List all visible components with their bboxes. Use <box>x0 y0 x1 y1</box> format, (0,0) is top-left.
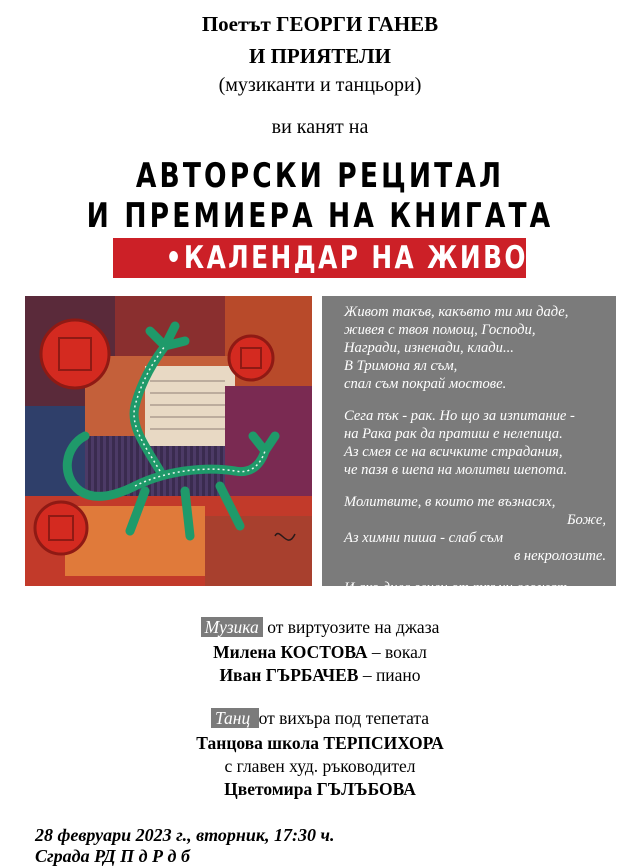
dance-tag: Танц <box>211 708 259 728</box>
poem-line: Живот такъв, какъвто ти ми даде, <box>344 304 569 320</box>
poem-line: че пазя в шепа на молитви шепота. <box>344 462 568 478</box>
performer-1 <box>0 642 640 663</box>
poem-line: Награди, изненади, клади... <box>344 340 514 356</box>
title-recital: АВТОРСКИ РЕЦИТАЛ <box>135 156 505 196</box>
poem-line: В Тримона ял съм, <box>344 358 458 374</box>
book-title-banner <box>113 238 588 278</box>
event-date: 28 февруари 2023 г., вторник, 17:30 ч. <box>35 825 335 845</box>
music-tag: Музика <box>201 617 263 637</box>
dance-school-prefix: Танцова школа <box>196 733 324 753</box>
performer-1-role: – вокал <box>367 642 427 662</box>
poem-line: на челото ми, утре ще са рози те. <box>344 598 560 614</box>
music-line <box>0 617 640 638</box>
poem-stanza-4 <box>344 579 606 615</box>
leader-name: Цветомира ГЪЛЪБОВА <box>224 779 416 799</box>
poem-stanza-2 <box>344 407 606 479</box>
poem-line: Молитвите, в които те възнасях, <box>344 494 556 510</box>
dance-line <box>0 708 640 729</box>
poem-panel <box>322 296 616 614</box>
event-venue-partial: Сграда РД П д Р д б <box>35 846 190 866</box>
performer-2 <box>0 665 640 686</box>
poet-line: Поетът ГЕОРГИ ГАНЕВ <box>201 12 439 36</box>
dance-school <box>0 733 640 754</box>
performer-1-name: Милена КОСТОВА <box>213 642 368 662</box>
invite-line: ви канят на <box>271 116 369 138</box>
cover-artwork <box>25 296 312 586</box>
title-premiere: И ПРЕМИЕРА НА КНИГАТА <box>86 196 554 236</box>
poem-line: Сега пък - рак. Но що за изпитание - <box>344 408 575 424</box>
dance-text: от вихъра под тепетата <box>258 708 430 728</box>
performer-2-name: Иван ГЪРБАЧЕВ <box>219 665 359 685</box>
poem-stanza-1 <box>344 303 606 393</box>
book-title: •КАЛЕНДАР НА ЖИВОТА• <box>165 240 588 276</box>
poem-line: Боже, <box>566 512 606 528</box>
poem-line: на Рака рак да пратиш е нелепица. <box>344 426 563 442</box>
poem-stanza-3 <box>344 493 606 565</box>
musicians-dancers-line: (музиканти и танцьори) <box>218 74 422 96</box>
poem-line: спал съм покрай мостове. <box>344 376 507 392</box>
poem-line: живея с твоя помощ, Господи, <box>344 322 536 338</box>
leader-line: с главен худ. ръководител <box>224 756 416 776</box>
dance-school-name: ТЕРПСИХОРА <box>323 733 444 753</box>
poem-line: И ако днес венец от тръни сложат <box>344 580 568 596</box>
performer-2-role: – пиано <box>358 665 421 685</box>
poem-line: Аз смея се на всичките страдания, <box>344 444 563 460</box>
poem-line: в некролозите. <box>513 548 606 564</box>
poem-line: Аз химни пиша - слаб съм <box>344 530 504 546</box>
friends-line: И ПРИЯТЕЛИ <box>249 44 391 68</box>
music-text: от виртуозите на джаза <box>262 617 440 637</box>
